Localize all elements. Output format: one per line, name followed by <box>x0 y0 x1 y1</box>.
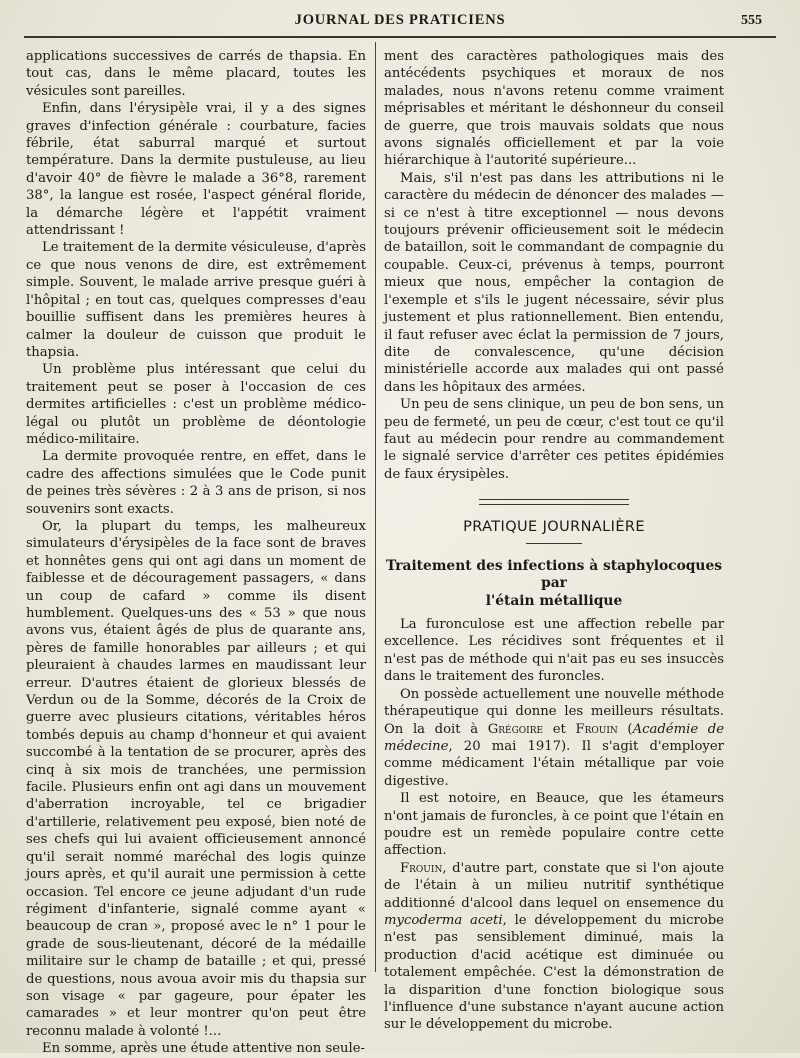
article-title-line: l'étain métallique <box>485 592 623 609</box>
paragraph: La furonculose est une affection rebelle par excellence. Les récidives sont fréquentes et il n'est pas de méthode qui n'ait pas eu ses insuccès dans le traitement des furoncles. <box>384 617 724 685</box>
text-run: , 20 mai 1917). Il s'agit d'employer comme médicament l'étain métallique par voie digestive. <box>384 738 724 789</box>
header-rule <box>24 36 776 38</box>
paragraph: Le traitement de la dermite vésiculeuse, d'après ce que nous venons de dire, est extrêmement simple. Souvent, le malade arrive presque guéri à l'hôpital ; en tout cas, quelques compresses d'eau bouillie suffisent dans les premières heures à calmer la douleur de cuisson que produit le thapsia. <box>26 240 366 360</box>
author-name: Frouin <box>400 860 443 876</box>
article-title-line: Traitement des infections à staphylocoques par <box>385 557 723 592</box>
page-header <box>24 10 776 36</box>
paragraph: ment des caractères pathologiques mais des antécédents psychiques et moraux de nos malades, nous n'avons retenu comme vraiment méprisables et méritant le déshonneur du conseil de guerre, que trois mauvais soldats que nous avons signalés officiellement et par la voie hiérarchique à l'autorité supérieure... <box>384 49 724 169</box>
paragraph: Mais, s'il n'est pas dans les attributions ni le caractère du médecin de dénoncer des malades — si ce n'est à titre exceptionnel — nous devons toujours prévenir officieusement soit le médecin de bataillon, soit le commandant de compagnie du coupable. Ceux-ci, prévenus à temps, pourront mieux que nous, empêcher la contagion de l'exemple et s'ils le jugent nécessaire, sévir plus justement et plus rationnellement. Bien entendu, il faut refuser avec éclat la permission de 7 jours, dite de convalescence, qu'une décision ministérielle accorde aux malades qui ont passé dans les hôpitaux des armées. <box>384 170 724 395</box>
citation: Académie de médecine <box>384 721 725 754</box>
section-separator <box>479 499 629 505</box>
species-name: mycoderma aceti <box>384 912 503 928</box>
paragraph: La dermite provoquée rentre, en effet, dans le cadre des affections simulées que le Code punit de peines très sévères : 2 à 3 ans de prison, si nos souvenirs sont exacts. <box>26 449 366 517</box>
paragraph: Enfin, dans l'érysipèle vrai, il y a des signes graves d'infection générale : courbature, facies fébrile, état saburral marqué et surtout température. Dans la dermite pustuleuse, au lieu d'avoir 40° de fièvre le malade a 36°8, rarement 38°, la langue est rosée, l'aspect général floride, la démarche légère et l'appétit vraiment attendrissant ! <box>26 101 366 239</box>
right-column <box>384 48 724 1034</box>
running-head: JOURNAL DES PRATICIENS <box>294 12 506 28</box>
text-run: et <box>543 721 576 737</box>
paragraph <box>384 860 724 1034</box>
left-column <box>26 48 366 1058</box>
text-run: , le développement du microbe n'est pas sensiblement diminué, mais la production d'acid acétique est diminuée ou totalement empêchée. C'est la démonstration de la disparition d'une fonction biologique sous l'influence d'une substance n'ayant aucune action sur le développement du microbe. <box>384 912 724 1033</box>
paragraph: Un problème plus intéressant que celui du traitement peut se poser à l'occasion de ces dermites artificielles : c'est un problème médico-légal ou plutôt un problème de déontologie médico-militaire. <box>26 362 366 447</box>
author-name: Frouin <box>575 721 618 737</box>
column-divider <box>375 42 376 972</box>
text-run: On possède actuellement une nouvelle méthode thérapeutique qui donne les meilleurs résultats. On la doit à <box>384 686 724 737</box>
text-run: ( <box>617 721 633 737</box>
paragraph: Il est notoire, en Beauce, que les étameurs n'ont jamais de furoncles, à ce point que l'étain en poudre est un remède populaire contre cette affection. <box>384 791 724 859</box>
paragraph: Or, la plupart du temps, les malheureux simulateurs d'érysipèles de la face sont de braves et honnêtes gens qui ont agi dans un moment de faiblesse et de découragement passagers, « dans un coup de cafard » comme ils disent humblement. Quelques-uns des « 53 » que nous avons vus, étaient âgés de plus de quarante ans, pères de famille honorables par ailleurs ; et qui pleuraient à chaudes larmes en maudissant leur erreur. D'autres étaient de glorieux blessés de Verdun ou de la Somme, décorés de la Croix de guerre avec plusieurs citations, véritables héros tombés depuis au champ d'honneur et qui avaient succombé à la tentation de se procurer, après des cinq à six mois de tranchées, une permission facile. Plusieurs enfin ont agi dans un mouvement d'aberration incroyable, tel ce brigadier d'artillerie, relativement peu exposé, bien noté de ses chefs qui lui avaient officieusement annoncé qu'il serait nommé maréchal des logis quinze jours après, et qu'il aurait une permission à cette occasion. Tel encore ce jeune adjudant d'un rude régiment d'infanterie, signalé comme ayant « beaucoup de cran », proposé avec le n° 1 pour le grade de sous-lieutenant, décoré de la médaille militaire sur le champ de bataille ; et qui, pressé de questions, nous avoua avoir mis du thapsia sur son visage « par gageure, pour épater les camarades » et leur montrer qu'on peut être reconnu malade à volonté !... <box>26 518 366 1039</box>
text-run: , d'autre part, constate que si l'on ajoute de l'étain à un milieu nutritif synthétique additionné d'alcool dans lequel on ensemence du <box>384 860 724 911</box>
author-name: Grégoire <box>487 721 544 737</box>
section-title-rule <box>526 543 582 544</box>
article-title <box>384 558 724 611</box>
paragraph: En somme, après une étude attentive non seule- <box>42 1041 365 1057</box>
paragraph <box>384 686 724 790</box>
page-number: 555 <box>741 13 762 28</box>
paragraph: Un peu de sens clinique, un peu de bon sens, un peu de fermeté, un peu de cœur, c'est tout ce qu'il faut au médecin pour rendre au commandement le signalé service d'arrêter ces petites épidémies de faux érysipèles. <box>384 397 724 482</box>
section-title: PRATIQUE JOURNALIÈRE <box>463 519 645 536</box>
paragraph: applications successives de carrés de thapsia. En tout cas, dans le même placard, toutes les vésicules sont pareilles. <box>26 49 366 99</box>
